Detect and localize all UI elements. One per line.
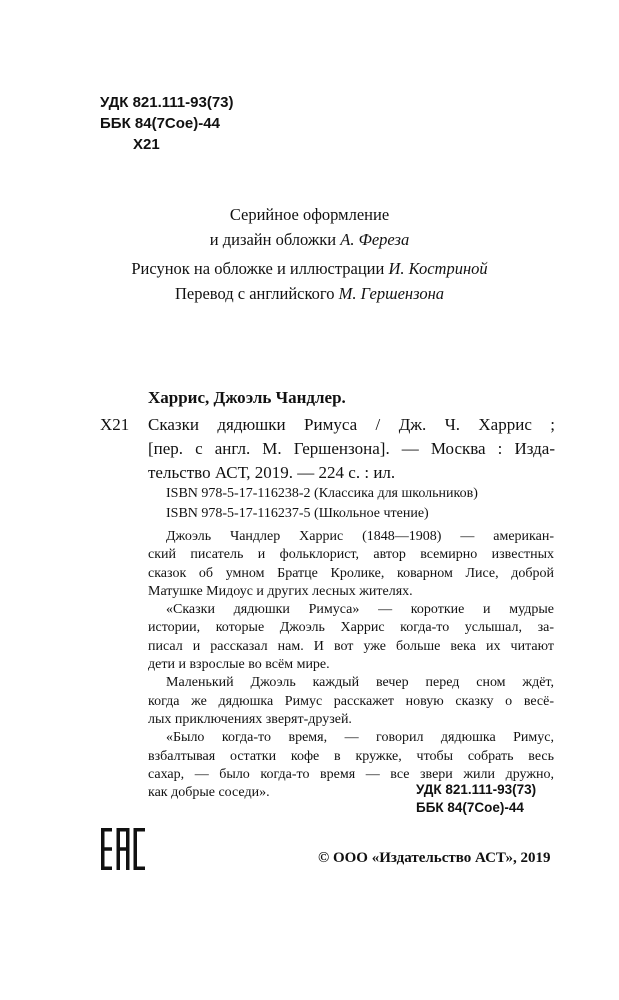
record-line: тельство АСТ, 2019. — 224 с. : ил. (148, 463, 396, 482)
record-line: [пер. с англ. М. Гершензона]. — Москва : Изда- (148, 439, 555, 458)
series-design-line: Серийное оформление (229, 205, 390, 224)
annotation-line: сказок об умном Братце Кролике, коварном Лисе, доброй (148, 565, 554, 581)
copyright-notice: © ООО «Издательство АСТ», 2019 (318, 850, 551, 866)
annotation-line: ский писатель и фольклорист, автор всемирно известных (148, 547, 554, 563)
author-mark: Х21 (133, 136, 160, 153)
illustration-translation-credits (0, 256, 619, 306)
annotation-line: Джоэль Чандлер Харрис (1848—1908) — американ- (166, 529, 554, 544)
annotation (148, 528, 554, 802)
annotation-line: дети и взрослые во всём мире. (148, 657, 330, 673)
annotation-line: лых приключениях зверят-друзей. (148, 711, 352, 727)
annotation-line: Маленький Джоэль каждый вечер перед сном ждёт, (166, 675, 554, 691)
annotation-line: Матушке Мидоус и других лесных жителях. (148, 583, 413, 599)
series-designer-name: А. Фереза (340, 230, 410, 249)
bibliographic-record (148, 413, 555, 485)
annotation-line: когда же дядюшка Римус расскажет новую сказку о весё- (148, 693, 554, 709)
annotation-line: как добрые соседи». (148, 785, 270, 801)
cover-design-line: и дизайн обложки А. Фереза (209, 230, 410, 249)
classification-codes-bottom (416, 781, 536, 817)
author-heading: Харрис, Джоэль Чандлер. (148, 388, 346, 407)
annotation-line: взбалтывая остатки кофе в кружке, чтобы собрать весь (148, 748, 554, 764)
record-line: Сказки дядюшки Римуса / Дж. Ч. Харрис ; (148, 415, 555, 434)
translator-name: М. Гершензона (338, 284, 445, 303)
annotation-line: писал и рассказал нам. И вот уже больше века их читают (148, 638, 554, 654)
isbn-line: ISBN 978-5-17-116238-2 (Классика для школьников) (166, 486, 478, 501)
classification-codes-top (100, 92, 234, 155)
annotation-line: «Сказки дядюшки Римуса» — короткие и мудрые (166, 602, 554, 618)
isbn-list (166, 484, 478, 524)
udk-code: УДК 821.111-93(73) (100, 94, 234, 111)
annotation-line: сахар, — было когда-то время — все звери жили дружно, (148, 766, 554, 782)
udk-code-bottom: УДК 821.111-93(73) (416, 782, 537, 797)
bbk-code: ББК 84(7Сое)-44 (100, 115, 220, 132)
illustration-line: Рисунок на обложке и иллюстрации И. Костриной (131, 259, 488, 278)
translation-line: Перевод с английского М. Гершензона (174, 284, 445, 303)
annotation-line: «Было когда-то время, — говорил дядюшка Римус, (166, 730, 554, 746)
annotation-line: истории, которые Джоэль Харрис когда-то услышал, за- (148, 620, 554, 636)
bbk-code-bottom: ББК 84(7Сое)-44 (416, 800, 524, 815)
illustrator-name: И. Костриной (388, 259, 488, 278)
design-credits (0, 202, 619, 252)
record-author-mark: Х21 (100, 415, 130, 434)
eac-mark-icon (100, 826, 146, 872)
isbn-line: ISBN 978-5-17-116237-5 (Школьное чтение) (166, 506, 429, 521)
